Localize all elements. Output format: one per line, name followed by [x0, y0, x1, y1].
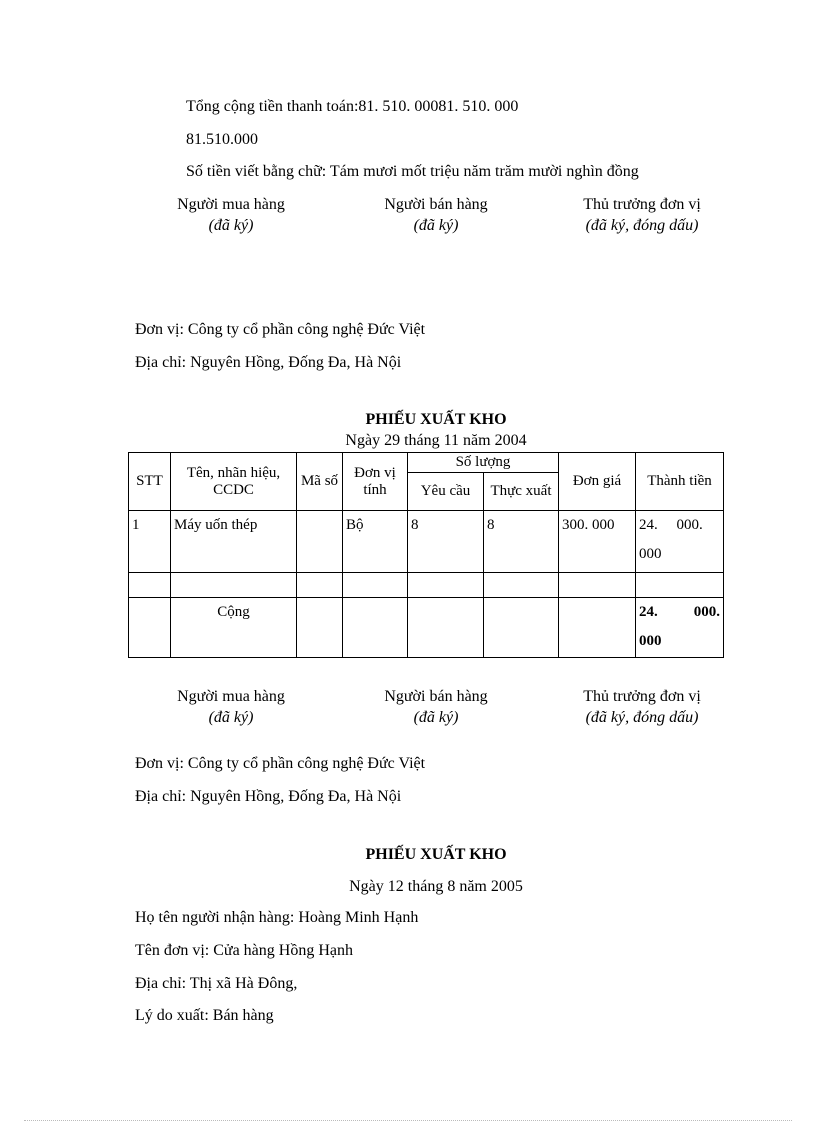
header-price: Đơn giá [559, 453, 636, 511]
cell-stt: 1 [129, 511, 171, 573]
signature-role: Người bán hàng [384, 688, 488, 705]
header-quantity: Số lượng [408, 453, 559, 473]
signature-note: (đã ký) [413, 709, 459, 726]
export-slip-table [128, 452, 724, 658]
company-address: Địa chỉ: Nguyên Hồng, Đống Đa, Hà Nội [135, 354, 402, 371]
slip-date: Ngày 29 tháng 11 năm 2004 [345, 432, 527, 449]
cell-actual: 8 [484, 511, 559, 573]
page-divider [24, 1120, 792, 1121]
company-unit: Đơn vị: Công ty cổ phần công nghệ Đức Việt [135, 755, 426, 772]
header-requested: Yêu cầu [408, 473, 484, 511]
signature-role: Người bán hàng [384, 196, 488, 213]
company-unit: Đơn vị: Công ty cổ phần công nghệ Đức Việt [135, 321, 426, 338]
signature-role: Thủ trưởng đơn vị [583, 688, 701, 705]
amount-in-words: Số tiền viết bằng chữ: Tám mươi mốt triệu năm trăm mười nghìn đồng [186, 163, 639, 180]
signature-buyer [131, 194, 331, 236]
header-actual: Thực xuất [484, 473, 559, 511]
total-label: Cộng [171, 598, 297, 658]
total-amount: 24. 000. 000 [636, 598, 724, 658]
cell-name: Máy uốn thép [171, 511, 297, 573]
signature-note: (đã ký, đóng dấu) [585, 709, 699, 726]
header-code: Mã số [297, 453, 343, 511]
receiver-unit: Tên đơn vị: Cửa hàng Hồng Hạnh [135, 942, 353, 959]
export-reason: Lý do xuất: Bán hàng [135, 1007, 274, 1024]
table-total-row [129, 598, 724, 658]
signature-note: (đã ký, đóng dấu) [585, 217, 699, 234]
signature-head [542, 194, 742, 236]
total-payment-line: Tổng cộng tiền thanh toán:81. 510. 00081. 510. 000 [186, 98, 519, 115]
slip-title: PHIẾU XUẤT KHO [365, 846, 507, 863]
table-row-empty [129, 573, 724, 598]
signature-seller [336, 686, 536, 728]
header-amount: Thành tiền [636, 453, 724, 511]
signature-buyer [131, 686, 331, 728]
table-row [129, 511, 724, 573]
receiver-address: Địa chỉ: Thị xã Hà Đông, [135, 975, 298, 992]
signature-role: Thủ trưởng đơn vị [583, 196, 701, 213]
signature-seller [336, 194, 536, 236]
total-payment-number: 81.510.000 [186, 131, 258, 148]
header-stt: STT [129, 453, 171, 511]
signature-note: (đã ký) [413, 217, 459, 234]
cell-price: 300. 000 [559, 511, 636, 573]
cell-amount: 24. 000. 000 [636, 511, 724, 573]
cell-unit: Bộ [343, 511, 408, 573]
header-name: Tên, nhãn hiệu, CCDC [171, 453, 297, 511]
signature-head [542, 686, 742, 728]
cell-requested: 8 [408, 511, 484, 573]
signature-note: (đã ký) [208, 709, 254, 726]
cell-code [297, 511, 343, 573]
signature-note: (đã ký) [208, 217, 254, 234]
company-address: Địa chỉ: Nguyên Hồng, Đống Đa, Hà Nội [135, 788, 402, 805]
header-unit: Đơn vị tính [343, 453, 408, 511]
signature-role: Người mua hàng [177, 688, 285, 705]
slip-title: PHIẾU XUẤT KHO [365, 411, 507, 428]
receiver-name: Họ tên người nhận hàng: Hoàng Minh Hạnh [135, 909, 419, 926]
signature-role: Người mua hàng [177, 196, 285, 213]
slip-date: Ngày 12 tháng 8 năm 2005 [349, 878, 523, 895]
